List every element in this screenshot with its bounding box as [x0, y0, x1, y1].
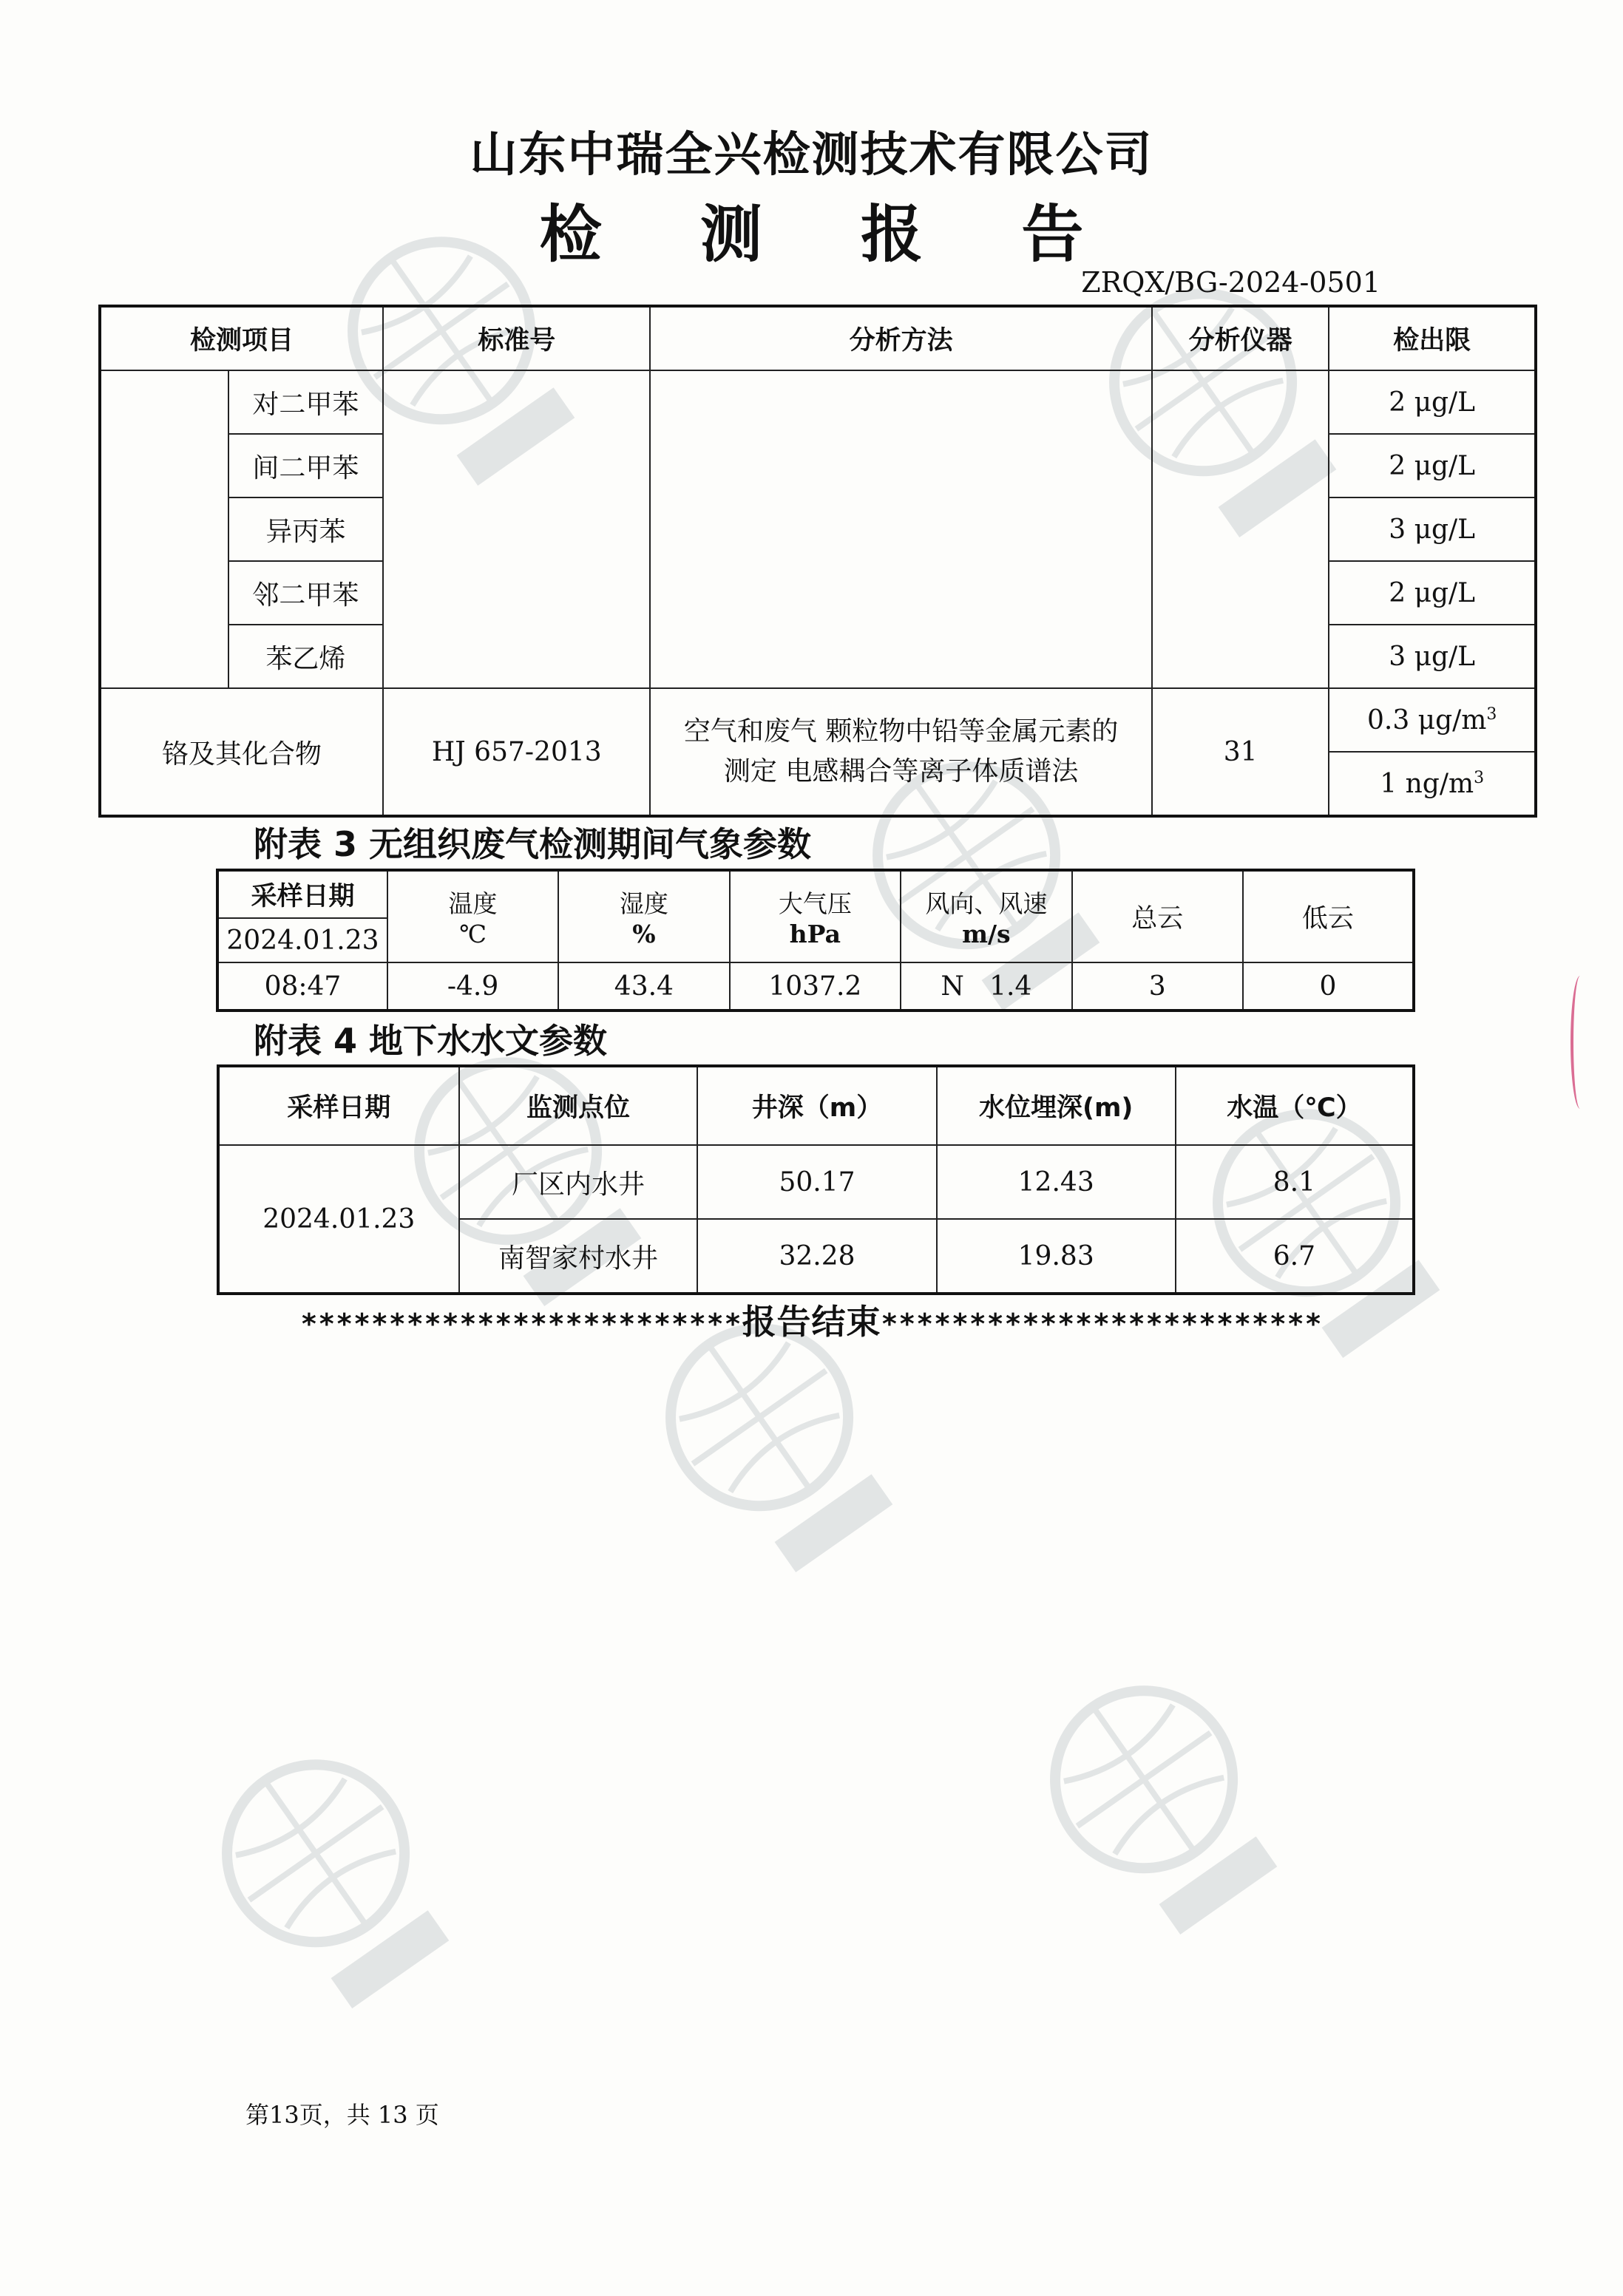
hydro-site: 厂区内水井 — [459, 1145, 698, 1219]
header-water-level: 水位埋深(m) — [937, 1066, 1176, 1145]
hydro-temp: 6.7 — [1176, 1219, 1414, 1294]
document-title: 检 测 报 告 — [539, 198, 1122, 271]
header-low-cloud: 低云 — [1243, 870, 1414, 962]
hydro-date: 2024.01.23 — [218, 1145, 459, 1294]
watermark-logo — [161, 1699, 504, 2056]
instrument-cell — [1152, 370, 1329, 688]
sub-item-name: 苯乙烯 — [228, 625, 384, 688]
weather-total-cloud: 3 — [1072, 962, 1243, 1011]
hydro-site: 南智家村水井 — [459, 1219, 698, 1294]
header-total-cloud: 总云 — [1072, 870, 1243, 962]
sub-item-name: 异丙苯 — [228, 497, 384, 561]
watermark-logo — [989, 1625, 1332, 1982]
weather-table — [216, 869, 1415, 1012]
weather-temp: -4.9 — [387, 962, 558, 1011]
chromium-instrument: 31 — [1152, 688, 1329, 816]
header-date: 采样日期 — [218, 1066, 459, 1145]
method-line-2: 测定 电感耦合等离子体质谱法 — [723, 756, 1079, 787]
header-water-temp: 水温（℃） — [1176, 1066, 1414, 1145]
sub-item-name: 间二甲苯 — [228, 434, 384, 497]
header-instrument: 分析仪器 — [1152, 306, 1329, 370]
weather-time: 08:47 — [217, 962, 387, 1011]
header-item: 检测项目 — [100, 306, 383, 370]
detection-limit: 2 μg/L — [1329, 370, 1536, 434]
standard-cell — [383, 370, 650, 688]
header-method: 分析方法 — [650, 306, 1151, 370]
header-limit: 检出限 — [1329, 306, 1536, 370]
hydro-section-title: 附表 4 地下水水文参数 — [254, 1021, 608, 1061]
report-end-mark: *************************报告结束************************* — [300, 1302, 1323, 1342]
chromium-standard: HJ 657-2013 — [383, 688, 650, 816]
detection-limit: 3 μg/L — [1329, 497, 1536, 561]
header-standard: 标准号 — [383, 306, 650, 370]
header-pressure: 大气压 hPa — [730, 870, 901, 962]
report-end-text: 报告结束 — [742, 1302, 881, 1342]
detection-limit: 2 μg/L — [1329, 434, 1536, 497]
page-number: 第13页，共 13 页 — [245, 2101, 439, 2129]
detection-limit: 3 μg/L — [1329, 625, 1536, 688]
header-humidity: 湿度 % — [558, 870, 729, 962]
detection-limit: 2 μg/L — [1329, 561, 1536, 625]
seal-edge-mark — [1571, 976, 1590, 1109]
method-line-1: 空气和废气 颗粒物中铅等金属元素的 — [683, 716, 1119, 747]
group-cell — [100, 370, 228, 688]
hydro-water-level: 12.43 — [937, 1145, 1176, 1219]
weather-pressure: 1037.2 — [730, 962, 901, 1011]
weather-low-cloud: 0 — [1243, 962, 1414, 1011]
chromium-limit-1: 0.3 $\mu g/m^3$ — [1329, 688, 1536, 752]
sub-item-name: 邻二甲苯 — [228, 561, 384, 625]
weather-humidity: 43.4 — [558, 962, 729, 1011]
hydro-depth: 50.17 — [697, 1145, 936, 1219]
chromium-item: 铬及其化合物 — [100, 688, 383, 816]
header-temperature: 温度 ℃ — [387, 870, 558, 962]
chromium-method — [650, 688, 1151, 816]
sub-item-name: 对二甲苯 — [228, 370, 384, 434]
method-cell — [650, 370, 1151, 688]
report-number: ZRQX/BG-2024-0501 — [1081, 266, 1380, 299]
header-site: 监测点位 — [459, 1066, 698, 1145]
hydro-temp: 8.1 — [1176, 1145, 1414, 1219]
header-sampling-date: 采样日期 — [217, 870, 387, 918]
chromium-limit-2: 1 $ng/m^3$ — [1329, 752, 1536, 816]
weather-date: 2024.01.23 — [217, 918, 387, 962]
header-well-depth: 井深（m） — [697, 1066, 936, 1145]
detection-table — [98, 305, 1537, 818]
hydro-table — [217, 1064, 1415, 1295]
weather-section-title: 附表 3 无组织废气检测期间气象参数 — [254, 824, 812, 864]
header-wind: 风向、风速 m/s — [901, 870, 1072, 962]
company-name: 山东中瑞全兴检测技术有限公司 — [470, 128, 1153, 183]
hydro-water-level: 19.83 — [937, 1219, 1176, 1294]
weather-wind: N 1.4 — [901, 962, 1072, 1011]
hydro-depth: 32.28 — [697, 1219, 936, 1294]
